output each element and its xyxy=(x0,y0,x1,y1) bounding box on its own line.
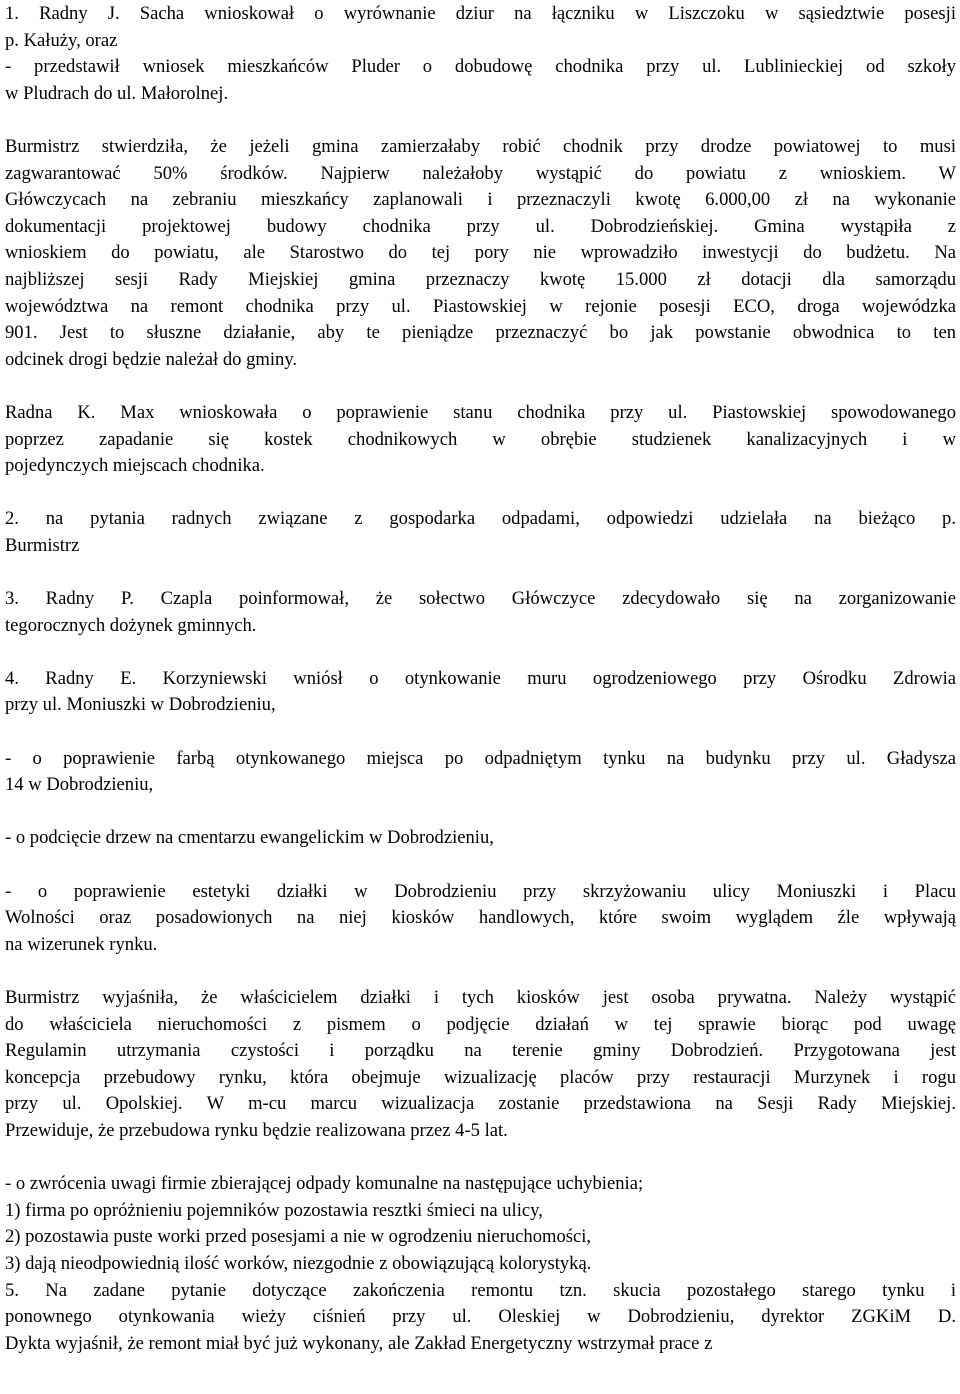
text-line: 1) firma po opróżnieniu pojemników pozostawia resztki śmieci na ulicy, xyxy=(5,1199,543,1221)
paragraph xyxy=(5,506,956,559)
text-line: najbliższej sesji Rady Miejskiej gmina przeznaczy kwotę 15.000 zł dotacji dla samorządu xyxy=(5,268,956,290)
text-line: 901. Jest to słuszne działanie, aby te pieniądze przeznaczyć bo jak powstanie obwodnica to ten xyxy=(5,322,956,344)
paragraph xyxy=(5,1,956,107)
text-line: p. Kałuży, oraz xyxy=(5,29,118,51)
text-line: - o podcięcie drzew na cmentarzu ewangelickim w Dobrodzieniu, xyxy=(5,827,494,849)
text-line: Regulamin utrzymania czystości i porządku na terenie gminy Dobrodzień. Przygotowana jest xyxy=(5,1040,956,1062)
text-line: 3) dają nieodpowiednią ilość worków, niezgodnie z obowiązującą kolorystyką. xyxy=(5,1252,592,1274)
text-line: tegorocznych dożynek gminnych. xyxy=(5,614,257,636)
paragraph-spacer xyxy=(5,559,956,586)
paragraph-spacer xyxy=(5,107,956,134)
text-line: 5. Na zadane pytanie dotyczące zakończenia remontu tzn. skucia pozostałego starego tynku i xyxy=(5,1279,956,1301)
paragraph xyxy=(5,586,956,639)
paragraph xyxy=(5,1171,956,1357)
text-line: 2. na pytania radnych związane z gospodarka odpadami, odpowiedzi udzielała na bieżąco p. xyxy=(5,508,956,530)
text-line: Dykta wyjaśnił, że remont miał być już wykonany, ale Zakład Energetyczny wstrzymał prace z xyxy=(5,1332,713,1354)
paragraph-spacer xyxy=(5,639,956,666)
paragraph xyxy=(5,985,956,1145)
text-line: Przewiduje, że przebudowa rynku będzie realizowana przez 4-5 lat. xyxy=(5,1119,508,1141)
text-line: ponownego otynkowania wieży ciśnień przy ul. Oleskiej w Dobrodzieniu, dyrektor ZGKiM D. xyxy=(5,1306,956,1328)
text-line: koncepcja przebudowy rynku, która obejmuje wizualizację placów przy restauracji Murzynek i rogu xyxy=(5,1066,956,1088)
text-line: przy ul. Moniuszki w Dobrodzieniu, xyxy=(5,694,276,716)
text-line: 1. Radny J. Sacha wnioskował o wyrównanie dziur na łączniku w Liszczoku w sąsiedztwie posesji xyxy=(5,3,956,24)
text-line: poprzez zapadanie się kostek chodnikowych w obrębie studzienek kanalizacyjnych i w xyxy=(5,428,956,450)
paragraph xyxy=(5,825,956,852)
text-line: w Pludrach do ul. Małorolnej. xyxy=(5,82,229,104)
paragraph-spacer xyxy=(5,719,956,746)
text-line: Radna K. Max wnioskowała o poprawienie stanu chodnika przy ul. Piastowskiej spowodowanego xyxy=(5,401,956,423)
paragraph xyxy=(5,134,956,373)
text-line: 14 w Dobrodzieniu, xyxy=(5,774,154,796)
text-line: Burmistrz stwierdziła, że jeżeli gmina zamierzałaby robić chodnik przy drodze powiatowej to musi xyxy=(5,135,956,157)
text-line: przy ul. Opolskiej. W m-cu marcu wizualizacja zostanie przedstawiona na Sesji Rady Miejskiej. xyxy=(5,1093,956,1115)
paragraph-spacer xyxy=(5,480,956,507)
text-line: - przedstawił wniosek mieszkańców Pluder o dobudowę chodnika przy ul. Lublinieckiej od szkoły xyxy=(5,56,956,78)
paragraph xyxy=(5,666,956,719)
text-line: Burmistrz wyjaśniła, że właścicielem działki i tych kiosków jest osoba prywatna. Należy wystąpić xyxy=(5,986,956,1008)
text-line: Wolności oraz posadowionych na niej kiosków handlowych, które swoim wyglądem źle wpływają xyxy=(5,907,956,929)
text-line: województwa na remont chodnika przy ul. Piastowskiej w rejonie posesji ECO, droga wojewódzka xyxy=(5,295,956,317)
paragraph xyxy=(5,400,956,480)
text-line: Główczycach na zebraniu mieszkańcy zaplanowali i przeznaczyli kwotę 6.000,00 zł na wykonanie xyxy=(5,189,956,211)
text-line: pojedynczych miejscach chodnika. xyxy=(5,455,265,477)
paragraph-spacer xyxy=(5,373,956,400)
text-line: na wizerunek rynku. xyxy=(5,933,158,955)
text-line: wnioskiem do powiatu, ale Starostwo do tej pory nie wprowadziło inwestycji do budżetu. Na xyxy=(5,242,956,264)
text-line: 4. Radny E. Korzyniewski wniósł o otynkowanie muru ogrodzeniowego przy Ośrodku Zdrowia xyxy=(5,667,956,689)
text-line: dokumentacji projektowej budowy chodnika przy ul. Dobrodzieńskiej. Gmina wystąpiła z xyxy=(5,215,956,237)
paragraph xyxy=(5,746,956,799)
paragraph-spacer xyxy=(5,852,956,879)
paragraph xyxy=(5,879,956,959)
text-line: - o zwrócenia uwagi firmie zbierającej odpady komunalne na następujące uchybienia; xyxy=(5,1173,644,1195)
text-line: 3. Radny P. Czapla poinformował, że sołectwo Główczyce zdecydowało się na zorganizowanie xyxy=(5,588,956,610)
text-line: odcinek drogi będzie należał do gminy. xyxy=(5,348,298,370)
text-line: - o poprawienie estetyki działki w Dobrodzieniu przy skrzyżowaniu ulicy Moniuszki i Placu xyxy=(5,880,956,902)
paragraph-spacer xyxy=(5,799,956,826)
paragraph-spacer xyxy=(5,958,956,985)
text-line: zagwarantować 50% środków. Najpierw należałoby wystąpić do powiatu z wnioskiem. W xyxy=(5,162,956,184)
text-line: - o poprawienie farbą otynkowanego miejsca po odpadniętym tynku na budynku przy ul. Gładysza xyxy=(5,747,956,769)
text-line: 2) pozostawia puste worki przed posesjami a nie w ogrodzeniu nieruchomości, xyxy=(5,1226,592,1248)
text-line: do właściciela nieruchomości z pismem o podjęcie działań w tej sprawie biorąc pod uwagę xyxy=(5,1013,956,1035)
text-line: Burmistrz xyxy=(5,534,80,556)
paragraph-spacer xyxy=(5,1145,956,1172)
